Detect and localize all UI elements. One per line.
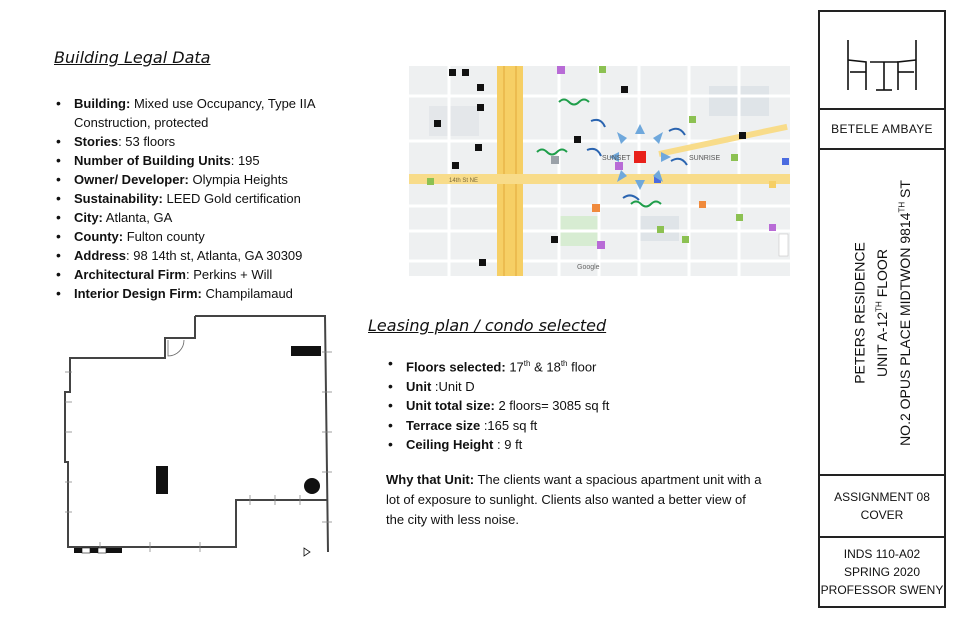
- list-item: • Architectural Firm: Perkins + Will: [52, 265, 352, 284]
- assignment-info: ASSIGNMENT 08 COVER: [820, 476, 944, 538]
- title-block: [818, 10, 946, 608]
- google-logo: Google: [577, 264, 600, 271]
- leasing-heading: Leasing plan / condo selected: [368, 316, 607, 335]
- course-info: INDS 110-A02 SPRING 2020 PROFESSOR SWENY: [820, 538, 944, 608]
- list-item: • Unit :Unit D: [384, 377, 724, 397]
- list-item: • Building: Mixed use Occupancy, Type IIA Construction, protected: [52, 94, 352, 132]
- logo-cell: [820, 12, 944, 110]
- list-item: • Ceiling Height : 9 ft: [384, 435, 724, 455]
- floor-plan-drawing: [60, 312, 340, 562]
- sunrise-label: SUNRISE: [689, 155, 721, 162]
- list-item: • Owner/ Developer: Olympia Heights: [52, 170, 352, 189]
- list-item: • County: Fulton county: [52, 227, 352, 246]
- legal-list: [52, 94, 352, 303]
- map-graphic: [409, 66, 790, 276]
- sunset-label: SUNSET: [602, 155, 631, 162]
- map-zoom-control[interactable]: [779, 234, 788, 256]
- project-info: [820, 150, 944, 476]
- leasing-list: [384, 354, 724, 455]
- site-marker: [634, 151, 646, 163]
- list-item: • Terrace size :165 sq ft: [384, 416, 724, 436]
- list-item: • Address: 98 14th st, Atlanta, GA 30309: [52, 246, 352, 265]
- list-item: • Interior Design Firm: Champilamaud: [52, 284, 352, 303]
- list-item: • Unit total size: 2 floors= 3085 sq ft: [384, 396, 724, 416]
- logo-icon: [820, 12, 944, 110]
- list-item: • Number of Building Units: 195: [52, 151, 352, 170]
- list-item: • Floors selected: 17th & 18th floor: [384, 354, 724, 377]
- list-item: • Sustainability: LEED Gold certification: [52, 189, 352, 208]
- designer-name: BETELE AMBAYE: [820, 110, 944, 150]
- site-map: [409, 66, 790, 276]
- why-that-unit-text: Why that Unit: The clients want a spacious apartment unit with a lot of exposure to sunlight. Clients also wanted a better view of the city with less noise.: [386, 472, 762, 527]
- list-item: • City: Atlanta, GA: [52, 208, 352, 227]
- list-item: • Stories: 53 floors: [52, 132, 352, 151]
- street-label: 14th St NE: [449, 178, 479, 184]
- legal-heading: Building Legal Data: [54, 48, 211, 67]
- project-title-rotated: PETERS RESIDENCE UNIT A-12TH FLOOR NO.2 OPUS PLACE MIDTWON 9814TH ST: [851, 180, 913, 446]
